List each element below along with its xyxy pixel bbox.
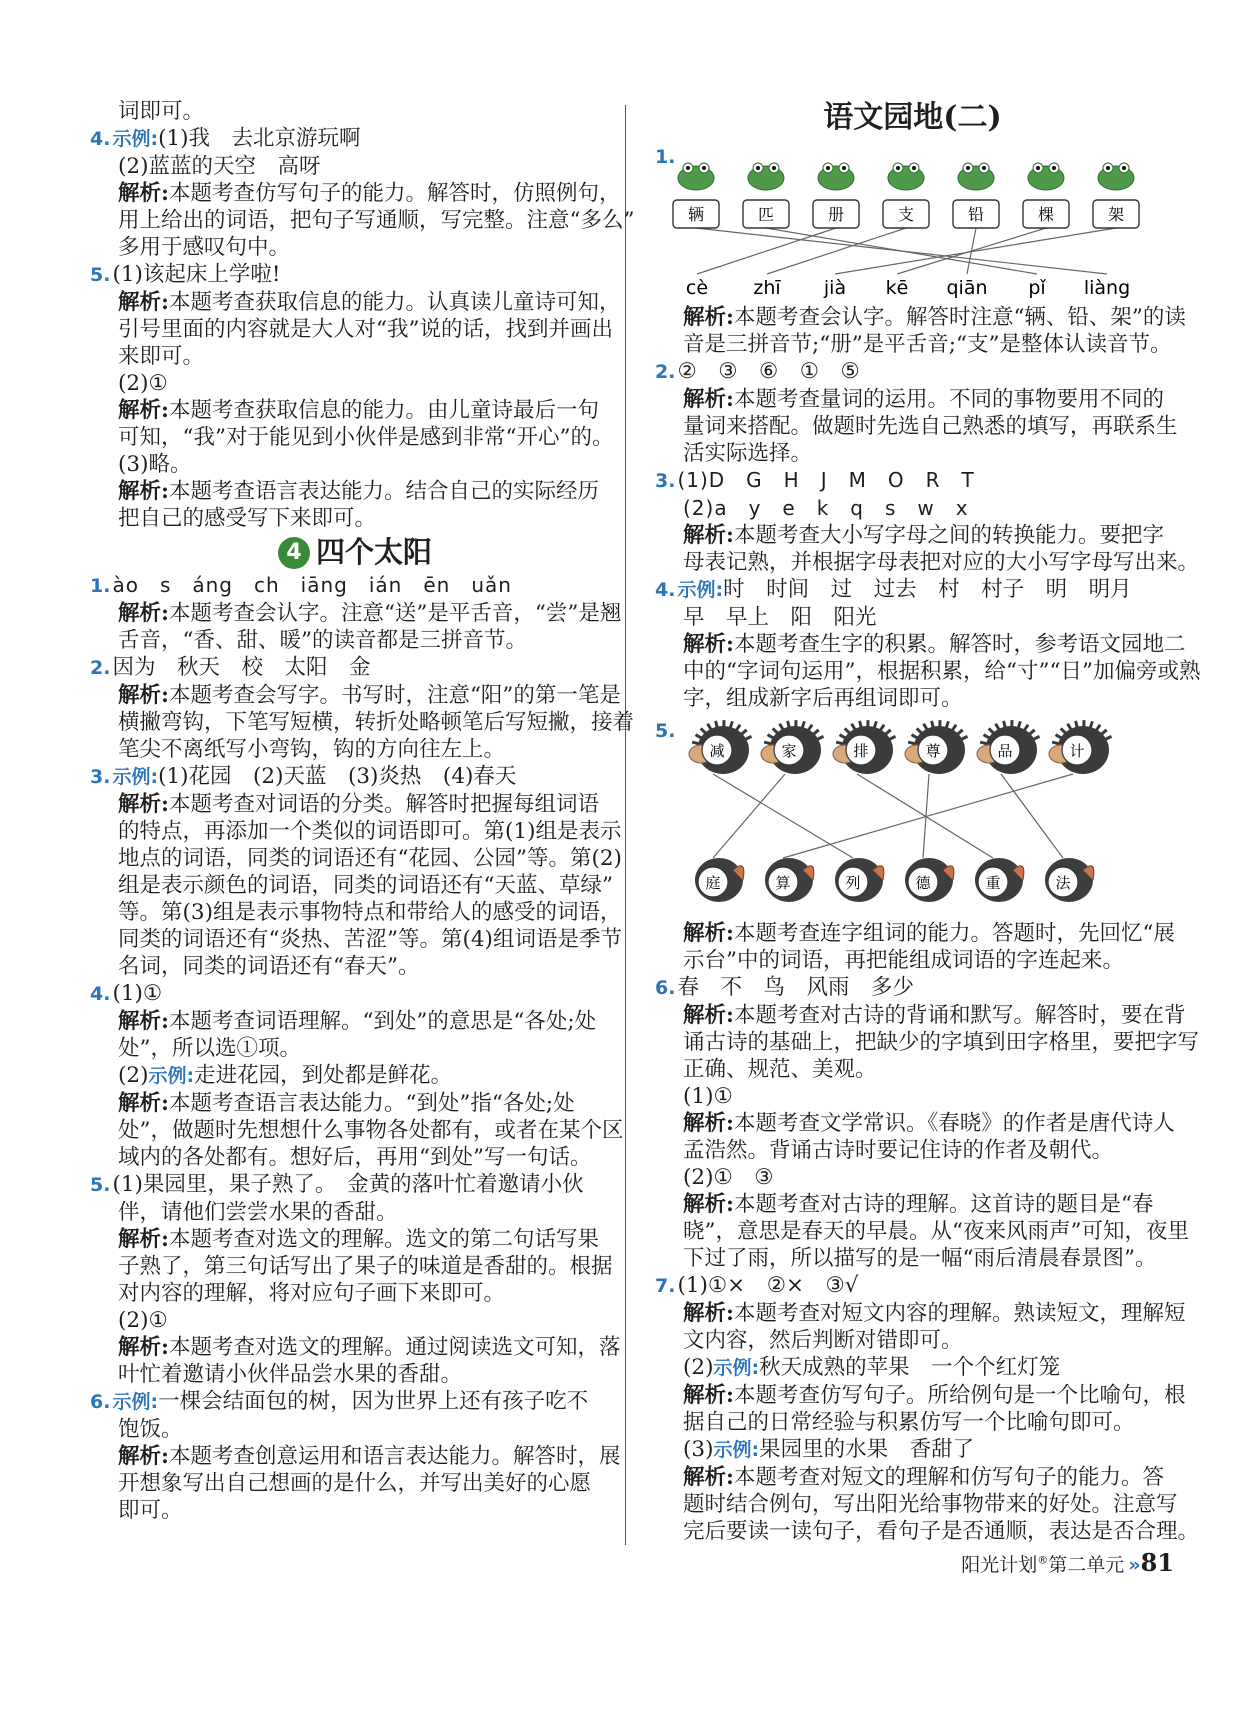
analysis-text: 本题考查对古诗的理解。这首诗的题目是“春 (733, 1192, 1154, 1217)
page-number: 81 (1140, 1548, 1174, 1577)
analysis-text: 本题考查大小写字母之间的转换能力。要把字 (733, 523, 1164, 548)
bird-card (765, 858, 814, 902)
matching-line (713, 774, 785, 858)
frog-pupil-icon (842, 166, 846, 170)
analysis-label: 解析: (118, 290, 169, 315)
character-label: 家 (781, 742, 797, 760)
character-label: 德 (915, 874, 931, 892)
frog-pupil-icon (912, 166, 916, 170)
analysis-text: 处”，所以选①项。 (118, 1036, 301, 1061)
double-arrow-icon: » (1128, 1554, 1141, 1576)
hedgehog-card (1049, 720, 1112, 774)
analysis-text: 处”，做题时先想想什么事物各处都有，或者在某个区 (118, 1118, 624, 1143)
frog-pupil-icon (1052, 166, 1056, 170)
answer-text: 秋天成熟的苹果 一个个红灯笼 (759, 1355, 1061, 1380)
character-label: 支 (897, 205, 915, 224)
text-line: 词即可。 (118, 99, 205, 124)
matching-line (766, 228, 1037, 274)
analysis-text: 等。第(3)组是表示事物特点和带给人的感受的词语， (118, 900, 622, 925)
analysis-label: 解析: (683, 1301, 734, 1326)
analysis-label: 解析: (683, 387, 734, 412)
section-number-badge: 4 (278, 537, 310, 569)
answer-text: 春 不 鸟 风雨 多少 (677, 975, 914, 1000)
character-label: 列 (845, 874, 861, 892)
character-label: 算 (775, 874, 791, 892)
answer-text: (2)a y e k q s w x (683, 496, 969, 520)
answer-part: (2) (118, 1063, 149, 1088)
unit-name: 第二单元 (1048, 1554, 1125, 1576)
analysis-text: 用上给出的词语，把句子写通顺，写完整。注意“多么” (118, 208, 635, 233)
hedgehog-matching-question (655, 712, 1170, 920)
frog-matching-question (655, 138, 1170, 304)
answer-text: (1)D G H J M O R T (677, 468, 975, 492)
example-label: 示例: (112, 1391, 159, 1413)
answer-text: (2)① (118, 1308, 168, 1333)
question-number: 3. (655, 470, 676, 492)
frog-pupil-icon (966, 166, 970, 170)
analysis-text: 字，组成新字后再组词即可。 (683, 686, 963, 711)
section-title-text: 四个太阳 (315, 535, 432, 569)
analysis-text: 组是表示颜色的词语，同类的词语还有“天蓝、草绿” (118, 873, 613, 898)
answer-text: (1)花园 (2)天蓝 (3)炎热 (4)春天 (158, 764, 517, 789)
analysis-text: 名词，同类的词语还有“春天”。 (118, 954, 420, 979)
matching-line (857, 774, 993, 858)
analysis-text: 母表记熟，并根据字母表把对应的大小写字母写出来。 (683, 550, 1200, 575)
question-number: 7. (655, 1275, 676, 1297)
registered-mark: ® (1037, 1553, 1049, 1567)
analysis-text: 叶忙着邀请小伙伴品尝水果的香甜。 (118, 1362, 463, 1387)
frog-pupil-icon (702, 166, 706, 170)
pinyin-label: liàng (1083, 277, 1131, 299)
analysis-text: 舌音，“香、甜、暖”的读音都是三拼音节。 (118, 628, 527, 653)
analysis-text: 把自己的感受写下来即可。 (118, 506, 377, 531)
answer-text: (2)① ③ (683, 1165, 774, 1190)
question-number: 6. (655, 977, 676, 999)
analysis-text: 音是三拼音节;“册”是平舌音;“支”是整体认读音节。 (683, 332, 1172, 357)
analysis-text: 地点的词语，同类的词语还有“花园、公园”等。第(2) (118, 846, 622, 871)
analysis-label: 解析: (118, 1009, 169, 1034)
analysis-text: 中的“字词句运用”，根据积累，给“寸”“日”加偏旁或熟 (683, 659, 1201, 684)
frog-card (1093, 163, 1139, 228)
example-label: 示例: (677, 579, 724, 601)
bird-card (695, 858, 744, 902)
answer-part: (2) (683, 1355, 714, 1380)
analysis-text: 本题考查语言表达能力。“到处”指“各处;处 (168, 1091, 575, 1116)
example-label: 示例: (112, 766, 159, 788)
answer-text: 果园里的水果 香甜了 (759, 1437, 975, 1462)
example-label: 示例: (713, 1439, 760, 1461)
example-label: 示例: (713, 1357, 760, 1379)
analysis-label: 解析: (683, 1111, 734, 1136)
frog-card (813, 163, 859, 228)
character-label: 计 (1069, 742, 1085, 760)
analysis-text: 同类的词语还有“炎热、苦涩”等。第(4)组词语是季节 (118, 927, 622, 952)
left-column (90, 98, 635, 1524)
analysis-text: 域内的各处都有。想好后，再用“到处”写一句话。 (118, 1145, 592, 1170)
analysis-label: 解析: (118, 479, 169, 504)
character-label: 法 (1055, 874, 1071, 892)
question-number: 4. (655, 579, 676, 601)
answer-text: (1)①× ②× ③√ (677, 1273, 859, 1298)
matching-line (767, 228, 906, 274)
answer-text: (1)① (683, 1084, 733, 1109)
frog-card (743, 163, 789, 228)
question-number: 5. (90, 264, 111, 286)
character-label: 品 (997, 742, 1013, 760)
analysis-label: 解析: (683, 921, 734, 946)
question-number: 5. (90, 1174, 111, 1196)
analysis-text: 本题考查连字组词的能力。答题时，先回忆“展 (733, 921, 1175, 946)
analysis-label: 解析: (118, 792, 169, 817)
answer-text: (2)① (118, 371, 168, 396)
character-label: 减 (709, 742, 725, 760)
analysis-text: 引号里面的内容就是大人对“我”说的话，找到并画出 (118, 317, 613, 342)
analysis-text: 完后要读一读句子，看句子是否通顺，表达是否合理。 (683, 1519, 1200, 1544)
frog-pupil-icon (756, 166, 760, 170)
analysis-text: 本题考查仿写句子的能力。解答时，仿照例句， (168, 181, 621, 206)
analysis-text: 子熟了，第三句话写出了果子的味道是香甜的。根据 (118, 1254, 613, 1279)
frog-pupil-icon (772, 166, 776, 170)
answer-text: ② ③ ⑥ ① ⑤ (677, 359, 860, 384)
analysis-label: 解析: (118, 1444, 169, 1469)
character-label: 铅 (967, 205, 985, 224)
analysis-label: 解析: (118, 683, 169, 708)
frog-pupil-icon (826, 166, 830, 170)
answer-part: (3) (683, 1437, 714, 1462)
analysis-label: 解析: (683, 1383, 734, 1408)
analysis-text: 本题考查对古诗的背诵和默写。解答时，要在背 (733, 1003, 1186, 1028)
analysis-label: 解析: (683, 305, 734, 330)
bird-card (835, 858, 884, 902)
bird-card (975, 858, 1024, 902)
matching-line (713, 774, 853, 858)
column-divider (625, 105, 626, 1545)
analysis-text: 量词来搭配。做题时先选自己熟悉的填写，再联系生 (683, 414, 1178, 439)
character-label: 重 (985, 874, 1001, 892)
frog-pupil-icon (982, 166, 986, 170)
analysis-label: 解析: (118, 181, 169, 206)
analysis-text: 即可。 (118, 1498, 183, 1523)
analysis-text: 的特点，再添加一个类似的词语即可。第(1)组是表示 (118, 819, 622, 844)
analysis-label: 解析: (683, 1003, 734, 1028)
analysis-label: 解析: (118, 1227, 169, 1252)
pinyin-label: jià (823, 277, 847, 299)
hedgehog-card (689, 720, 752, 774)
character-label: 架 (1107, 205, 1125, 224)
analysis-text: 本题考查语言表达能力。结合自己的实际经历 (168, 479, 599, 504)
right-column (655, 98, 1201, 1545)
bird-card (1045, 858, 1094, 902)
analysis-label: 解析: (118, 398, 169, 423)
pinyin-label: zhī (753, 277, 781, 299)
analysis-text: 横撇弯钩，下笔写短横，转折处略顿笔后写短撇，接着 (118, 710, 635, 735)
answer-text: 因为 秋天 校 太阳 金 (112, 655, 371, 680)
analysis-text: 本题考查创意运用和语言表达能力。解答时，展 (168, 1444, 621, 1469)
question-number: 2. (655, 361, 676, 383)
answer-text: 饱饭。 (118, 1417, 183, 1442)
analysis-text: 晓”，意思是春天的早晨。从“夜来风雨声”可知，夜里 (683, 1219, 1189, 1244)
analysis-text: 据自己的日常经验与积累仿写一个比喻句即可。 (683, 1410, 1135, 1435)
analysis-text: 本题考查对短文的理解和仿写句子的能力。答 (733, 1465, 1164, 1490)
analysis-label: 解析: (118, 1335, 169, 1360)
hedgehog-card (977, 720, 1040, 774)
analysis-label: 解析: (118, 1091, 169, 1116)
analysis-text: 正确、规范、美观。 (683, 1057, 877, 1082)
page-footer (961, 1548, 1174, 1577)
matching-line (697, 228, 836, 274)
pinyin-label: pǐ (1028, 277, 1046, 299)
question-number: 1. (90, 575, 111, 597)
brand-name: 阳光计划 (961, 1554, 1038, 1576)
analysis-text: 题时结合例句，写出阳光给事物带来的好处。注意写 (683, 1492, 1178, 1517)
analysis-text: 本题考查获取信息的能力。认真读儿童诗可知， (168, 290, 621, 315)
frog-pupil-icon (1122, 166, 1126, 170)
analysis-text: 可知，“我”对于能见到小伙伴是感到非常“开心”的。 (118, 425, 614, 450)
frog-pupil-icon (686, 166, 690, 170)
analysis-text: 下过了雨，所以描写的是一幅“雨后清晨春景图”。 (683, 1246, 1157, 1271)
hedgehog-card (833, 720, 896, 774)
character-label: 尊 (925, 742, 941, 760)
analysis-label: 解析: (683, 1465, 734, 1490)
analysis-text: 本题考查仿写句子。所给例句是一个比喻句，根 (733, 1383, 1186, 1408)
section-title (90, 532, 620, 572)
frog-pupil-icon (1106, 166, 1110, 170)
word-matching-diagram (655, 712, 1170, 920)
pinyin-label: kē (885, 277, 909, 299)
analysis-text: 本题考查词语理解。“到处”的意思是“各处;处 (168, 1009, 597, 1034)
question-number: 5. (655, 720, 676, 742)
example-label: 示例: (112, 128, 159, 150)
analysis-text: 本题考查会认字。注意“送”是平舌音，“尝”是翘 (168, 601, 622, 626)
analysis-text: 对内容的理解，将对应句子画下来即可。 (118, 1281, 506, 1306)
character-label: 排 (853, 742, 869, 760)
frog-card (883, 163, 929, 228)
analysis-text: 本题考查对词语的分类。解答时把握每组词语 (168, 792, 599, 817)
analysis-text: 示台”中的词语，再把能组成词语的字连起来。 (683, 948, 1124, 973)
example-label: 示例: (148, 1065, 195, 1087)
answer-text: (2)蓝蓝的天空 高呀 (118, 154, 321, 179)
analysis-text: 本题考查对选文的理解。通过阅读选文可知，落 (168, 1335, 621, 1360)
answer-text: 伴，请他们尝尝水果的香甜。 (118, 1200, 398, 1225)
character-label: 棵 (1037, 205, 1055, 224)
answer-text: (1)我 去北京游玩啊 (158, 126, 361, 151)
matching-line (835, 228, 1116, 274)
answer-text: 一棵会结面包的树，因为世界上还有孩子吃不 (158, 1389, 589, 1414)
question-number: 1. (655, 146, 676, 168)
analysis-text: 本题考查对选文的理解。选文的第二句话写果 (168, 1227, 599, 1252)
pinyin-label: qiān (946, 277, 988, 299)
analysis-text: 本题考查会认字。解答时注意“辆、铅、架”的读 (733, 305, 1186, 330)
frog-card (1023, 163, 1069, 228)
bird-card (905, 858, 954, 902)
frog-pupil-icon (1036, 166, 1040, 170)
question-number: 3. (90, 766, 111, 788)
pinyin-answer: ào s áng ch iāng ián ēn uǎn (112, 573, 512, 597)
matching-lines (713, 774, 1073, 858)
answer-text: (1)果园里，果子熟了。 金黄的落叶忙着邀请小伙 (112, 1172, 584, 1197)
analysis-text: 来即可。 (118, 344, 205, 369)
answer-text: (1)① (112, 981, 163, 1006)
question-number: 4. (90, 128, 111, 150)
frog-card (673, 163, 719, 228)
question-number: 4. (90, 983, 111, 1005)
answer-text: 时 时间 过 过去 村 村子 明 明月 (723, 577, 1132, 602)
pinyin-label: cè (685, 277, 709, 299)
answer-text: (1)该起床上学啦! (112, 262, 281, 287)
answer-text: 早 早上 阳 阳光 (683, 605, 877, 630)
matching-line (1001, 774, 1063, 858)
analysis-text: 本题考查对短文内容的理解。熟读短文，理解短 (733, 1301, 1186, 1326)
analysis-label: 解析: (118, 601, 169, 626)
analysis-text: 孟浩然。背诵古诗时要记住诗的作者及朝代。 (683, 1138, 1114, 1163)
analysis-text: 本题考查文学常识。《春晓》的作者是唐代诗人 (733, 1111, 1175, 1136)
frog-pupil-icon (896, 166, 900, 170)
answer-text: (3)略。 (118, 452, 192, 477)
character-label: 辆 (687, 205, 705, 224)
character-label: 册 (827, 205, 845, 224)
analysis-text: 诵古诗的基础上，把缺少的字填到田字格里，要把字写 (683, 1030, 1200, 1055)
frog-matching-diagram (655, 138, 1170, 304)
hedgehog-card (905, 720, 968, 774)
analysis-text: 本题考查会写字。书写时，注意“阳”的第一笔是 (168, 683, 621, 708)
character-label: 庭 (705, 874, 721, 892)
analysis-label: 解析: (683, 1192, 734, 1217)
frog-card (953, 163, 999, 228)
answer-text: 走进花园，到处都是鲜花。 (194, 1063, 453, 1088)
matching-lines (696, 228, 1116, 274)
analysis-text: 文内容，然后判断对错即可。 (683, 1328, 963, 1353)
analysis-text: 本题考查量词的运用。不同的事物要用不同的 (733, 387, 1164, 412)
analysis-text: 本题考查生字的积累。解答时，参考语文园地二 (733, 632, 1186, 657)
analysis-text: 多用于感叹句中。 (118, 235, 291, 260)
hedgehog-card (761, 720, 824, 774)
matching-line (897, 228, 1046, 274)
analysis-text: 笔尖不离纸写小弯钩，钩的方向往左上。 (118, 737, 506, 762)
character-label: 匹 (757, 205, 775, 224)
analysis-text: 开想象写出自己想画的是什么，并写出美好的心愿 (118, 1471, 592, 1496)
question-number: 2. (90, 657, 111, 679)
analysis-label: 解析: (683, 632, 734, 657)
analysis-text: 本题考查获取信息的能力。由儿童诗最后一句 (168, 398, 599, 423)
section-title: 语文园地(二) (823, 100, 1002, 135)
question-number: 6. (90, 1391, 111, 1413)
analysis-label: 解析: (683, 523, 734, 548)
analysis-text: 活实际选择。 (683, 441, 813, 466)
